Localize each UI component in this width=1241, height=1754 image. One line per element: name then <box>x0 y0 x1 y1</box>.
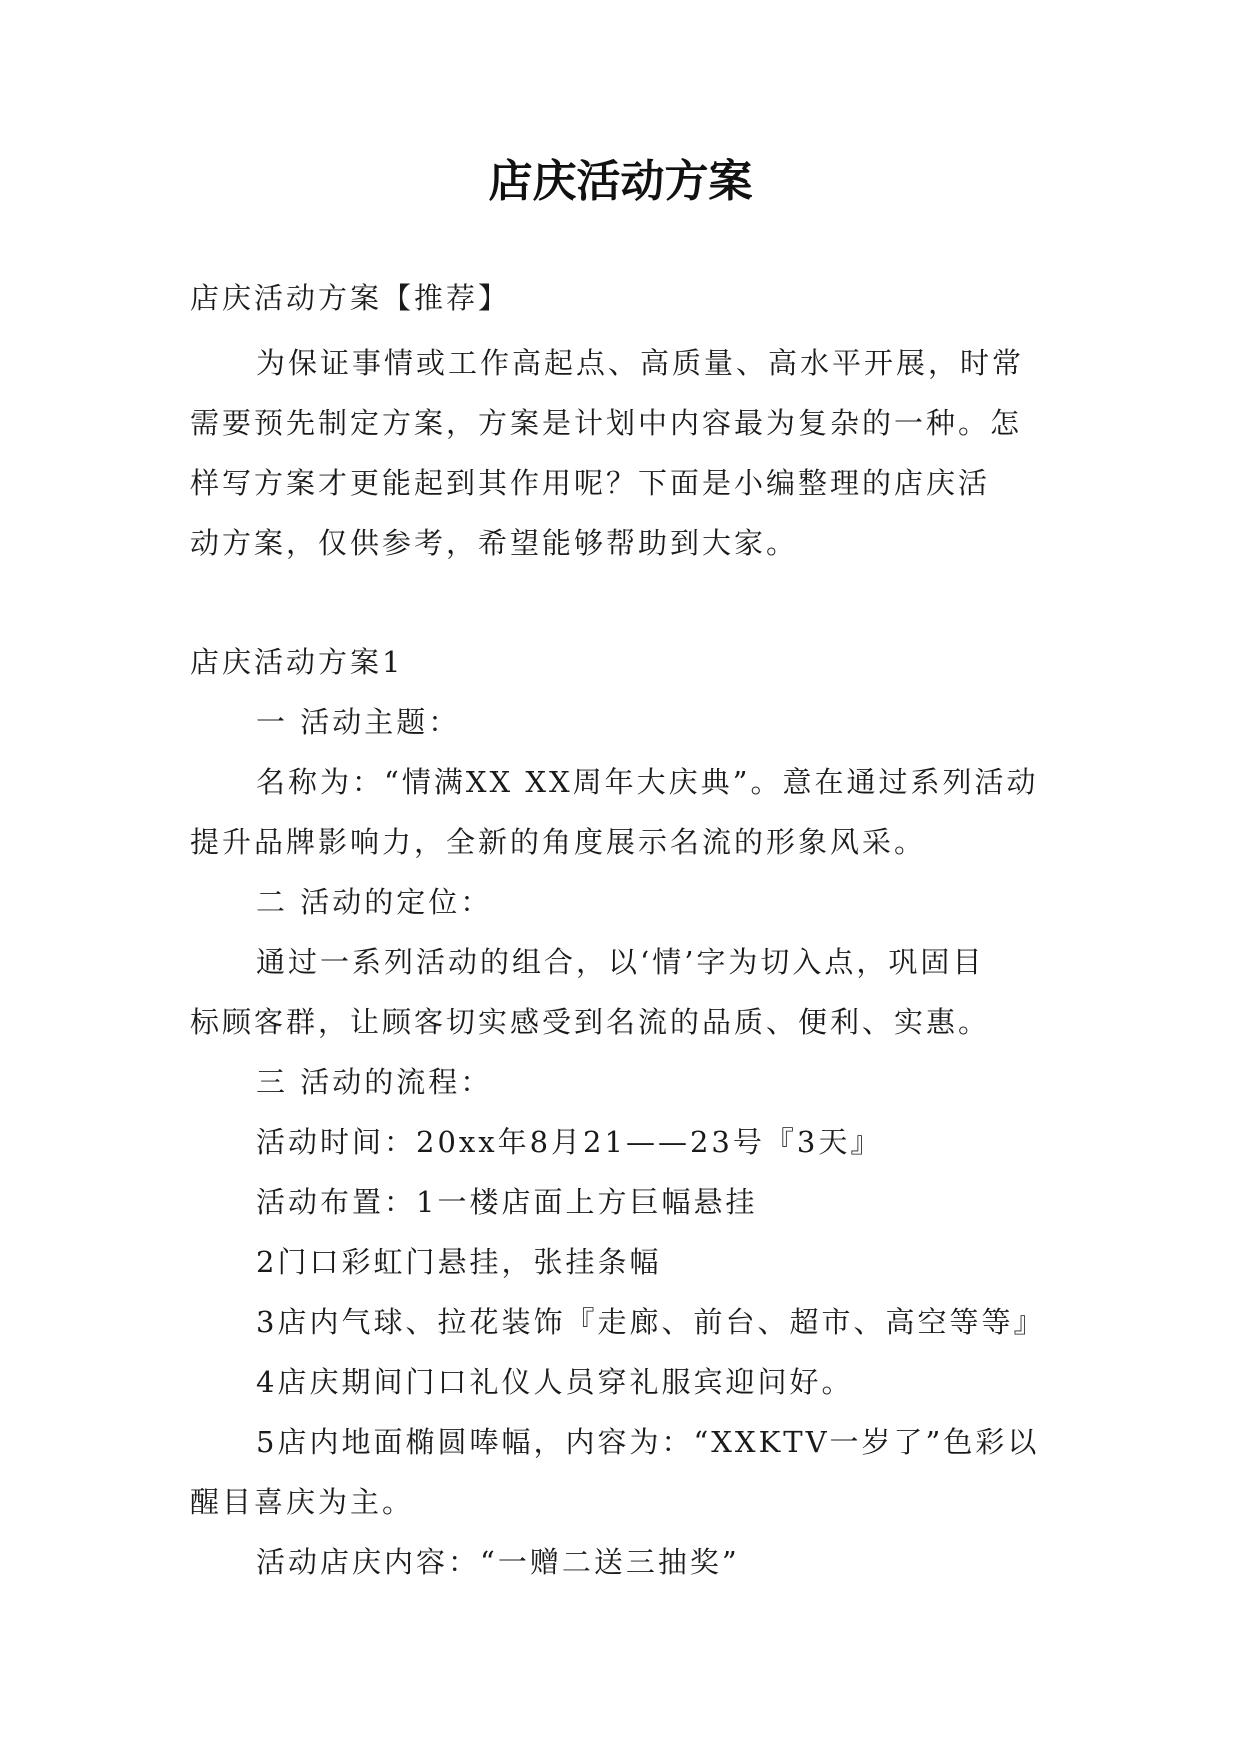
process-line: 3店内气球、拉花装饰『走廊、前台、超市、高空等等』 <box>256 1305 1046 1339</box>
theme-line: 名称为：“情满XX XX周年大庆典”。意在通过系列活动 <box>256 765 1039 799</box>
process-line: 4店庆期间门口礼仪人员穿礼服宾迎问好。 <box>256 1365 854 1399</box>
subtitle: 店庆活动方案【推荐】 <box>190 281 511 315</box>
theme-heading: 一 活动主题： <box>256 705 461 739</box>
intro-line: 需要预先制定方案，方案是计划中内容最为复杂的一种。怎 <box>190 406 1023 440</box>
process-line: 活动时间：20xx年8月21——23号『3天』 <box>256 1125 883 1159</box>
position-line: 标顾客群，让顾客切实感受到名流的品质、便利、实惠。 <box>190 1005 991 1039</box>
process-line: 2门口彩虹门悬挂，张挂条幅 <box>256 1245 662 1279</box>
process-line: 活动店庆内容：“一赠二送三抽奖” <box>256 1545 740 1579</box>
intro-line: 样写方案才更能起到其作用呢？下面是小编整理的店庆活 <box>190 466 991 500</box>
position-line: 通过一系列活动的组合，以‘情’字为切入点，巩固目 <box>256 945 985 979</box>
document-title: 店庆活动方案 <box>488 156 753 207</box>
position-heading: 二 活动的定位： <box>256 885 493 919</box>
process-line: 活动布置：1一楼店面上方巨幅悬挂 <box>256 1185 758 1219</box>
intro-line: 为保证事情或工作高起点、高质量、高水平开展，时常 <box>256 346 1025 380</box>
process-line: 5店内地面椭圆唪幅，内容为：“XXKTV一岁了”色彩以 <box>256 1425 1040 1459</box>
section-heading: 店庆活动方案1 <box>190 645 404 679</box>
theme-line: 提升品牌影响力，全新的角度展示名流的形象风采。 <box>190 825 927 859</box>
intro-line: 动方案，仅供参考，希望能够帮助到大家。 <box>190 526 799 560</box>
process-heading: 三 活动的流程： <box>256 1065 493 1099</box>
process-line: 醒目喜庆为主。 <box>190 1485 415 1519</box>
